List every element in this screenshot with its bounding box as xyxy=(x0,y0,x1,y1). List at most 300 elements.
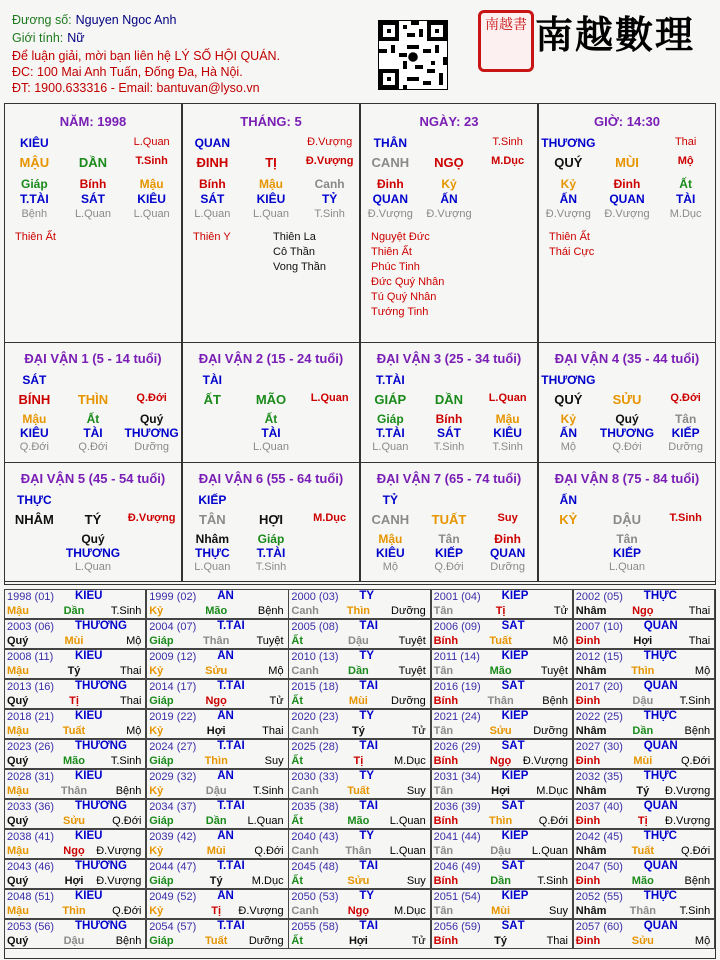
dai-van-2-r2-2: L.Quan xyxy=(310,392,349,404)
year-phase: Đ.Vượng xyxy=(96,875,142,887)
year-phase: Mộ xyxy=(126,635,142,647)
dai-van-8-r3-1: Tân xyxy=(616,532,638,546)
year-stem: Nhâm xyxy=(575,605,607,617)
year-cell xyxy=(431,679,573,709)
year-branch: Mão xyxy=(631,875,654,887)
year-label: 2031 (34) xyxy=(433,771,481,783)
year-cell xyxy=(146,679,288,709)
year-phase: L.Quan xyxy=(247,815,284,827)
pillar-1-r4-2: TỶ xyxy=(321,192,338,206)
year-stem: Đinh xyxy=(575,755,601,767)
dai-van-7-r1-0: TỶ xyxy=(382,493,398,507)
pillar-1-r3-0: Bính xyxy=(198,177,226,191)
year-phase: M.Dục xyxy=(394,755,426,767)
year-stem: Mậu xyxy=(7,605,29,617)
year-phase: Đ.Vượng xyxy=(665,815,711,827)
year-branch: Mão xyxy=(205,605,228,617)
year-label: 2015 (18) xyxy=(291,681,339,693)
year-branch: Tý xyxy=(636,785,650,797)
year-phase: Tuyệt xyxy=(540,665,568,677)
pillar-3-r4-2: TÀI xyxy=(675,192,696,206)
year-star: KIẾP xyxy=(501,590,529,602)
pillar-2-star: Tướng Tinh xyxy=(371,306,429,318)
year-stem: Ất xyxy=(291,815,303,827)
year-cell xyxy=(573,709,715,739)
year-branch: Dần xyxy=(205,815,227,827)
year-star: T.TÀI xyxy=(217,620,245,632)
year-cell xyxy=(288,589,430,619)
dai-van-6-title: ĐẠI VẬN 6 (55 - 64 tuổi) xyxy=(198,471,344,486)
year-branch: Thìn xyxy=(631,665,655,677)
year-star: TÀI xyxy=(359,620,378,632)
year-stem: Mậu xyxy=(7,665,29,677)
year-branch: Tuất xyxy=(489,635,512,647)
year-cell xyxy=(288,709,430,739)
year-star: TÀI xyxy=(359,740,378,752)
year-label: 2001 (04) xyxy=(433,591,481,603)
year-cell xyxy=(573,769,715,799)
year-star: QUAN xyxy=(643,800,678,812)
dai-van-7-cell xyxy=(360,462,538,582)
year-label: 2042 (45) xyxy=(575,831,623,843)
year-label: 2032 (35) xyxy=(575,771,623,783)
dai-van-4-r4-2: KIẾP xyxy=(671,426,700,440)
dai-van-6-r4-1: T.TÀI xyxy=(256,546,286,560)
pillar-2-cell xyxy=(360,103,538,343)
dai-van-2-r3-1: Ất xyxy=(264,412,278,426)
year-phase: L.Quan xyxy=(389,815,426,827)
pillar-2-r2-2: M.Dục xyxy=(491,155,525,167)
year-branch: Dần xyxy=(348,665,369,677)
owner-line: Đương số: Nguyen Ngoc Anh xyxy=(12,13,177,27)
year-phase: Đ.Vượng xyxy=(238,905,284,917)
dai-van-8-r4-1: KIẾP xyxy=(612,546,641,560)
year-cell xyxy=(146,739,288,769)
year-label: 2021 (24) xyxy=(433,711,481,723)
pillar-2-r5-1: Đ.Vượng xyxy=(426,208,472,220)
year-cell xyxy=(146,769,288,799)
dai-van-6-r3-0: Nhâm xyxy=(195,532,229,546)
year-cell xyxy=(573,679,715,709)
pillar-3-r2-0: QUÝ xyxy=(554,155,583,170)
dai-van-7-r2-1: TUẤT xyxy=(431,512,467,527)
dai-van-7-r5-2: Dưỡng xyxy=(490,561,526,573)
year-star: KIÊU xyxy=(75,650,103,662)
dai-van-4-r3-0: Kỷ xyxy=(560,412,576,426)
year-stem: Tân xyxy=(433,665,454,677)
dai-van-5-r4-1: THƯƠNG xyxy=(65,546,121,560)
year-cell xyxy=(431,919,573,949)
year-stem: Giáp xyxy=(149,935,174,947)
year-cell xyxy=(146,889,288,919)
year-phase: Tuyệt xyxy=(398,665,426,677)
year-star: KIẾP xyxy=(501,890,529,902)
year-stem: Mậu xyxy=(7,845,29,857)
year-cell xyxy=(573,649,715,679)
pillar-3-star: Thiên Ất xyxy=(549,231,590,243)
year-phase: Suy xyxy=(264,755,284,767)
year-cell xyxy=(4,679,146,709)
dai-van-5-r1-0: THỰC xyxy=(17,493,52,507)
year-label: 2018 (21) xyxy=(7,711,55,723)
year-phase: M.Dục xyxy=(251,875,284,887)
year-label: 2026 (29) xyxy=(433,741,481,753)
year-star: KIẾP xyxy=(501,650,529,662)
year-cell xyxy=(146,799,288,829)
year-label: 1999 (02) xyxy=(149,591,197,603)
year-label: 2014 (17) xyxy=(149,681,197,693)
year-phase: Đ.Vượng xyxy=(96,845,142,857)
dai-van-4-r5-0: Mộ xyxy=(560,441,576,453)
year-star: KIẾP xyxy=(501,770,529,782)
year-label: 2004 (07) xyxy=(149,621,197,633)
year-label: 2011 (14) xyxy=(433,651,480,663)
year-label: 2050 (53) xyxy=(291,891,339,903)
dai-van-1-title: ĐẠI VẬN 1 (5 - 14 tuổi) xyxy=(24,351,162,366)
year-cell xyxy=(431,829,573,859)
year-stem: Mậu xyxy=(7,905,29,917)
pillar-1-star2: Cô Thần xyxy=(273,246,315,258)
dai-van-4-r2-1: SỬU xyxy=(612,392,642,407)
year-phase: Suy xyxy=(549,905,568,917)
year-cell xyxy=(4,709,146,739)
year-branch: Hợi xyxy=(64,875,84,887)
pillar-0-r4-0: T.TÀI xyxy=(19,192,49,206)
year-phase: Mộ xyxy=(552,635,568,647)
year-branch: Sửu xyxy=(205,665,228,677)
year-stem: Đinh xyxy=(575,695,601,707)
year-branch: Mùi xyxy=(206,845,226,857)
pillar-0-r5-2: L.Quan xyxy=(133,208,170,220)
pillar-1-star2: Vong Thần xyxy=(273,261,327,273)
year-label: 2041 (44) xyxy=(433,831,481,843)
year-label: 2030 (33) xyxy=(291,771,339,783)
year-star: TỶ xyxy=(359,770,375,782)
pillar-1-r2-0: ĐINH xyxy=(196,155,229,170)
year-star: TÀI xyxy=(359,680,378,692)
year-branch: Sửu xyxy=(489,725,512,737)
year-label: 2007 (10) xyxy=(575,621,623,633)
year-label: 2012 (15) xyxy=(575,651,623,663)
year-stem: Giáp xyxy=(149,875,174,887)
dai-van-2-title: ĐẠI VẬN 2 (15 - 24 tuổi) xyxy=(198,351,344,366)
year-stem: Ất xyxy=(291,755,303,767)
year-cell xyxy=(4,589,146,619)
year-label: 2038 (41) xyxy=(7,831,55,843)
pillar-0-r1-0: KIÊU xyxy=(19,136,49,150)
dai-van-3-r4-1: SÁT xyxy=(436,426,461,440)
year-stem: Tân xyxy=(433,845,454,857)
year-phase: Dưỡng xyxy=(391,605,426,617)
year-star: ẤN xyxy=(217,710,234,722)
year-label: 2055 (58) xyxy=(291,921,339,933)
year-stem: Bính xyxy=(433,635,459,647)
pillar-2-star: Đức Quý Nhân xyxy=(371,276,445,288)
year-star: QUAN xyxy=(643,860,678,872)
dai-van-3-r3-2: Mậu xyxy=(495,412,520,426)
year-star: QUAN xyxy=(643,680,678,692)
year-branch: Ngọ xyxy=(205,695,227,707)
year-stem: Canh xyxy=(291,665,319,677)
year-phase: Thai xyxy=(119,665,142,677)
dai-van-3-r2-1: DẦN xyxy=(434,392,464,407)
year-phase: Tử xyxy=(269,695,284,707)
year-stem: Đinh xyxy=(575,875,601,887)
year-phase: M.Dục xyxy=(394,905,426,917)
year-star: SÁT xyxy=(501,680,525,692)
year-label: 2017 (20) xyxy=(575,681,623,693)
year-label: 2005 (08) xyxy=(291,621,339,633)
year-label: 2049 (52) xyxy=(149,891,197,903)
year-branch: Hợi xyxy=(633,635,653,647)
year-stem: Kỷ xyxy=(149,725,164,737)
seal-stamp-icon: 南越書 xyxy=(478,10,534,72)
dai-van-4-r4-0: ẤN xyxy=(559,426,577,440)
year-branch: Dậu xyxy=(348,635,369,647)
year-star: T.TÀI xyxy=(217,920,245,932)
dai-van-8-r5-1: L.Quan xyxy=(608,561,646,573)
year-label: 2019 (22) xyxy=(149,711,197,723)
year-star: ẤN xyxy=(217,590,234,602)
year-label: 2008 (11) xyxy=(7,651,54,663)
year-label: 2002 (05) xyxy=(575,591,623,603)
year-branch: Tý xyxy=(67,665,81,677)
pillar-1-r1-0: QUAN xyxy=(194,136,230,150)
year-branch: Sửu xyxy=(347,875,370,887)
year-cell xyxy=(4,739,146,769)
pillar-3-r3-0: Kỷ xyxy=(560,177,576,191)
year-star: THƯƠNG xyxy=(75,740,127,752)
year-label: 2023 (26) xyxy=(7,741,55,753)
year-branch: Tị xyxy=(495,605,506,617)
dai-van-3-r4-2: KIÊU xyxy=(493,426,522,440)
year-stem: Nhâm xyxy=(575,785,607,797)
header xyxy=(0,0,720,100)
year-stem: Tân xyxy=(433,605,454,617)
pillar-1-r4-1: KIÊU xyxy=(256,192,286,206)
year-phase: Mộ xyxy=(126,725,142,737)
year-cell xyxy=(431,739,573,769)
year-stem: Bính xyxy=(433,815,459,827)
year-stem: Canh xyxy=(291,605,319,617)
year-label: 2036 (39) xyxy=(433,801,481,813)
pillar-2-star: Nguyệt Đức xyxy=(371,231,430,243)
pillar-2-r1-0: THÂN xyxy=(373,136,407,150)
year-cell xyxy=(431,619,573,649)
year-cell xyxy=(4,919,146,949)
year-stem: Tân xyxy=(433,785,454,797)
pillar-1-r3-1: Mậu xyxy=(258,177,283,191)
dai-van-8-cell xyxy=(538,462,716,582)
dai-van-8-r2-2: T.Sinh xyxy=(669,512,702,524)
year-label: 2035 (38) xyxy=(291,801,339,813)
year-branch: Hợi xyxy=(348,935,368,947)
year-star: TÀI xyxy=(359,920,378,932)
pillar-1-r5-0: L.Quan xyxy=(194,208,231,220)
year-label: 2051 (54) xyxy=(433,891,481,903)
year-label: 2009 (12) xyxy=(149,651,197,663)
year-phase: Q.Đới xyxy=(680,755,711,767)
year-star: KIÊU xyxy=(75,590,103,602)
year-label: 2037 (40) xyxy=(575,801,623,813)
dai-van-1-r1-0: SÁT xyxy=(22,373,47,387)
year-star: KIẾP xyxy=(501,830,529,842)
year-phase: Đ.Vượng xyxy=(522,755,568,767)
dai-van-1-r2-1: THÌN xyxy=(77,392,109,407)
year-label: 2003 (06) xyxy=(7,621,55,633)
pillar-3-r4-1: QUAN xyxy=(609,192,645,206)
dai-van-1-r4-1: TÀI xyxy=(83,426,103,440)
year-star: KIÊU xyxy=(75,890,103,902)
dai-van-7-r3-0: Mậu xyxy=(378,532,403,546)
year-cell xyxy=(146,649,288,679)
dai-van-5-r3-1: Quý xyxy=(81,532,105,546)
year-stem: Quý xyxy=(7,935,29,947)
year-star: ẤN xyxy=(217,770,234,782)
year-branch: Tuất xyxy=(347,785,370,797)
dai-van-2-r5-1: L.Quan xyxy=(252,441,290,453)
brand-logo: 南越數理 xyxy=(535,12,696,57)
dai-van-8-r1-0: ẤN xyxy=(559,493,577,507)
year-label: 2024 (27) xyxy=(149,741,197,753)
year-star: THƯƠNG xyxy=(75,860,127,872)
year-cell xyxy=(4,649,146,679)
dai-van-7-r4-2: QUAN xyxy=(489,546,526,560)
year-label: 2057 (60) xyxy=(575,921,623,933)
pillar-1-r4-0: SÁT xyxy=(200,192,225,206)
year-phase: M.Dục xyxy=(536,785,568,797)
year-label: 2044 (47) xyxy=(149,861,197,873)
gender-line: Giới tính: Nữ xyxy=(12,31,85,45)
year-star: KIÊU xyxy=(75,770,103,782)
year-phase: T.Sinh xyxy=(110,605,142,617)
year-label: 2046 (49) xyxy=(433,861,481,873)
year-phase: T.Sinh xyxy=(537,875,568,887)
year-star: ẤN xyxy=(217,830,234,842)
year-branch: Dậu xyxy=(490,845,511,857)
pillar-0-title: NĂM: 1998 xyxy=(59,114,127,129)
year-phase: Bệnh xyxy=(115,785,142,797)
year-branch: Sửu xyxy=(631,935,654,947)
year-branch: Mão xyxy=(489,665,512,677)
pillar-0-r1-2: L.Quan xyxy=(133,136,170,148)
dai-van-4-cell xyxy=(538,342,716,463)
year-stem: Giáp xyxy=(149,815,174,827)
dai-van-2-r1-0: TÀI xyxy=(202,373,222,387)
year-branch: Mùi xyxy=(491,905,511,917)
year-phase: T.Sinh xyxy=(679,695,711,707)
year-label: 2054 (57) xyxy=(149,921,197,933)
dai-van-4-r2-0: QUÝ xyxy=(554,392,583,407)
year-stem: Đinh xyxy=(575,935,601,947)
year-label: 2034 (37) xyxy=(149,801,197,813)
year-stem: Mậu xyxy=(7,725,29,737)
pillar-grid xyxy=(4,103,716,585)
dai-van-1-r2-2: Q.Đới xyxy=(136,392,167,404)
year-stem: Canh xyxy=(291,785,319,797)
dai-van-1-r5-0: Q.Đới xyxy=(19,441,49,453)
pillar-1-r5-2: T.Sinh xyxy=(314,208,345,220)
dai-van-2-r2-1: MÃO xyxy=(255,392,287,407)
dai-van-3-r1-0: T.TÀI xyxy=(375,373,405,387)
year-label: 2056 (59) xyxy=(433,921,481,933)
dai-van-6-r1-0: KIẾP xyxy=(198,493,227,507)
year-cell xyxy=(573,589,715,619)
year-phase: Dưỡng xyxy=(391,695,426,707)
year-cell xyxy=(573,889,715,919)
dai-van-1-r3-0: Mậu xyxy=(22,412,47,426)
pillar-3-title: GIỜ: 14:30 xyxy=(593,114,660,129)
year-cell xyxy=(146,709,288,739)
year-phase: Q.Đới xyxy=(254,845,284,857)
dai-van-4-r3-2: Tân xyxy=(674,412,697,426)
dai-van-1-r3-1: Ất xyxy=(86,412,100,426)
year-cell xyxy=(146,859,288,889)
pillar-0-star: Thiên Ất xyxy=(15,231,56,243)
dai-van-2-r2-0: ẤT xyxy=(203,392,221,407)
year-branch: Ngọ xyxy=(347,905,370,917)
dai-van-4-r5-1: Q.Đới xyxy=(612,441,642,453)
year-branch: Mùi xyxy=(64,635,84,647)
pillar-3-r2-1: MÙI xyxy=(615,155,639,170)
year-star: ẤN xyxy=(217,650,234,662)
pillar-1-r2-2: Đ.Vượng xyxy=(305,155,354,167)
pillar-3-r5-2: M.Dục xyxy=(669,208,702,220)
year-branch: Thân xyxy=(60,785,88,797)
year-label: 2052 (55) xyxy=(575,891,623,903)
year-branch: Mão xyxy=(63,755,85,767)
dai-van-6-cell xyxy=(182,462,360,582)
pillar-2-r3-0: Đinh xyxy=(376,177,404,191)
yearly-grid xyxy=(4,589,716,959)
pillar-3-r1-2: Thai xyxy=(674,136,697,148)
pillar-0-r2-2: T.Sinh xyxy=(135,155,168,167)
year-star: THỰC xyxy=(643,590,677,602)
dai-van-6-r2-2: M.Dục xyxy=(313,512,347,524)
year-cell xyxy=(431,649,573,679)
year-branch: Tý xyxy=(351,725,365,737)
year-star: THỰC xyxy=(643,770,677,782)
year-branch: Thân xyxy=(345,845,372,857)
year-phase: Suy xyxy=(406,785,426,797)
year-label: 2028 (31) xyxy=(7,771,55,783)
year-cell xyxy=(431,799,573,829)
year-label: 2029 (32) xyxy=(149,771,197,783)
year-star: TÀI xyxy=(359,800,378,812)
dai-van-3-r5-2: T.Sinh xyxy=(492,441,523,453)
pillar-0-r2-1: DẦN xyxy=(78,155,108,170)
year-stem: Canh xyxy=(291,845,319,857)
year-phase: Bệnh xyxy=(257,605,284,617)
year-star: QUAN xyxy=(643,740,678,752)
pillar-2-star: Tú Quý Nhân xyxy=(371,291,437,303)
pillar-1-r3-2: Canh xyxy=(314,177,345,191)
dai-van-3-r5-0: L.Quan xyxy=(372,441,409,453)
pillar-0-cell xyxy=(4,103,182,343)
pillar-2-star: Phúc Tinh xyxy=(371,261,420,273)
qr-code-icon xyxy=(378,20,448,90)
pillar-1-r1-2: Đ.Vượng xyxy=(307,136,353,148)
year-star: SÁT xyxy=(501,920,525,932)
year-stem: Nhâm xyxy=(575,845,607,857)
year-phase: Q.Đới xyxy=(112,905,142,917)
pillar-2-star: Thiên Ất xyxy=(371,246,412,258)
pillar-3-r5-0: Đ.Vượng xyxy=(545,208,591,220)
pillar-1-star2: Thiên La xyxy=(273,231,316,243)
year-stem: Kỷ xyxy=(149,605,164,617)
year-stem: Giáp xyxy=(149,695,174,707)
year-branch: Tị xyxy=(637,815,648,827)
